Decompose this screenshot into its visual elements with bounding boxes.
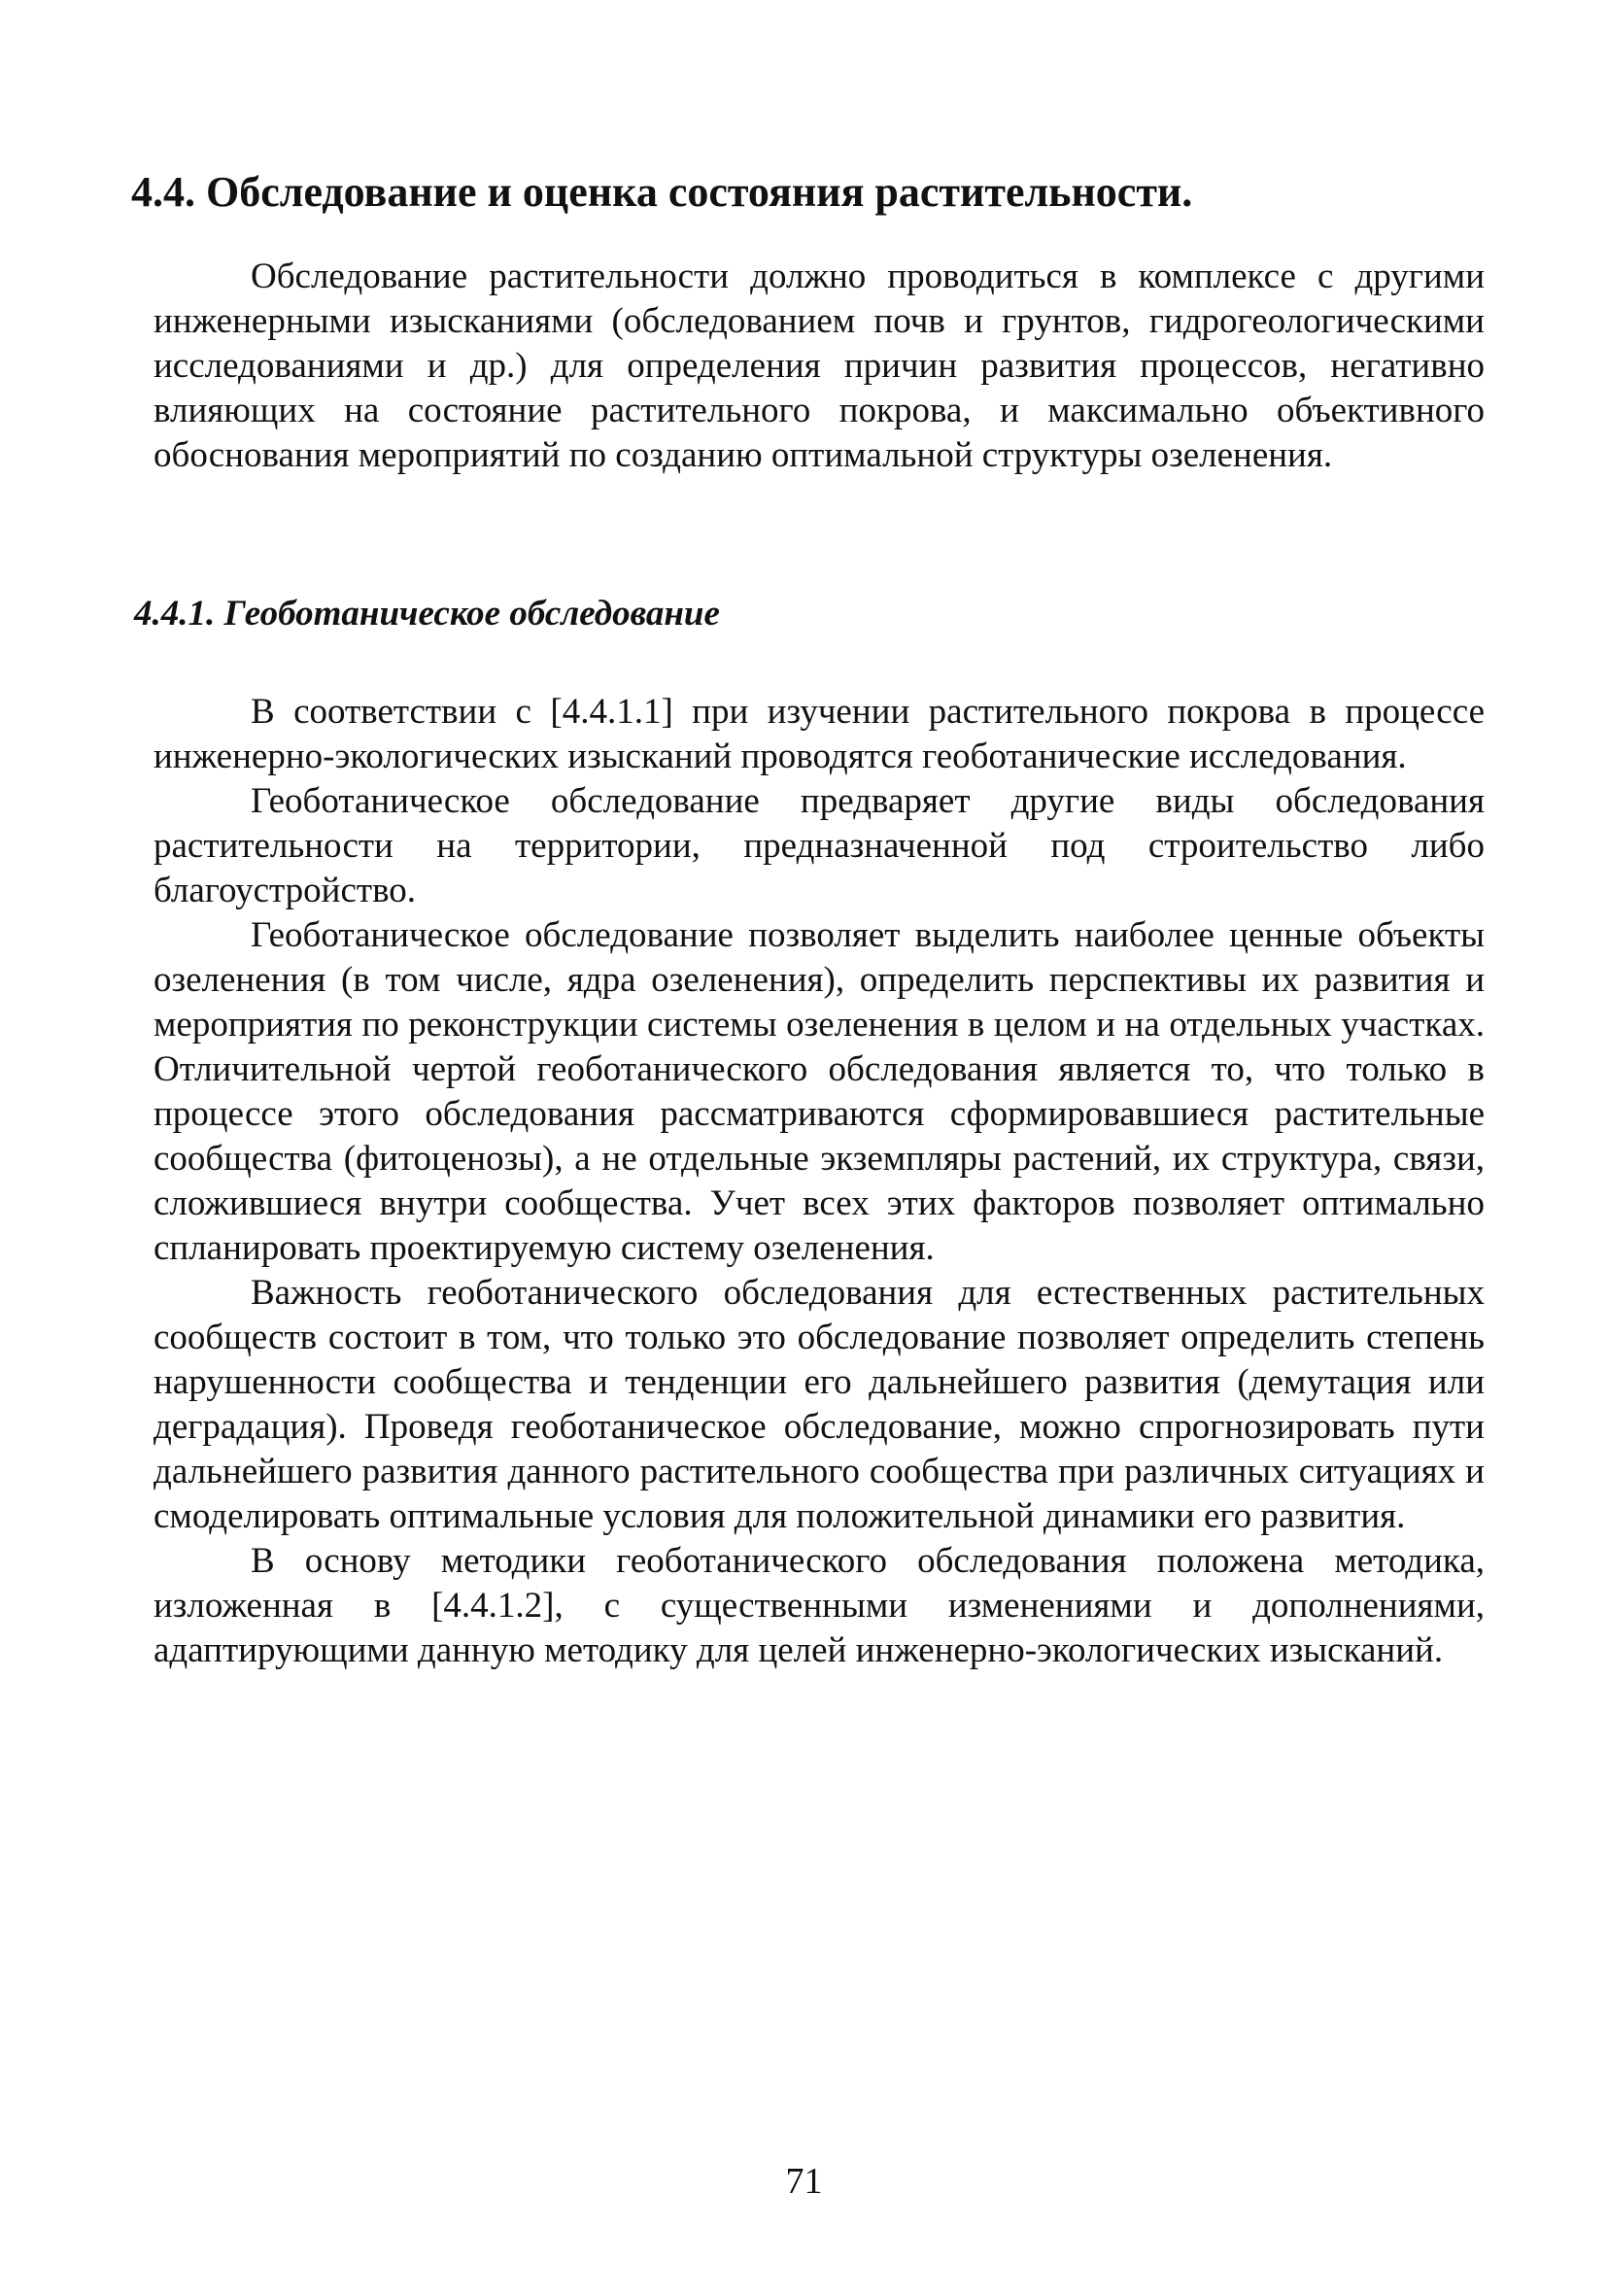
- intro-block: [154, 255, 1485, 478]
- paragraph: Важность геоботанического обследования для естественных растительных сообществ состоит в том, что только это обследование позволяет определить степень нарушенности сообщества и тенденции его дальнейшего развития (демутация или деградация). Проведя геоботаническое обследование, можно спрогнозировать пути дальнейшего развития данного растительного сообщества при различных ситуациях и смоделировать оптимальные условия для положительной динамики его развития.: [154, 1273, 1485, 1536]
- paragraph: Геоботаническое обследование предваряет другие виды обследования растительности на территории, предназначенной под строительство либо благоустройство.: [154, 781, 1485, 910]
- body-text: [154, 690, 1485, 1673]
- page-number: 71: [785, 2161, 823, 2202]
- intro-paragraph: Обследование растительности должно проводиться в комплексе с другими инженерными изысканиями (обследованием почв и грунтов, гидрогеологическими исследованиями и др.) для определения причин развития процессов, негативно влияющих на состояние растительного покрова, и максимально объективного обоснования мероприятий по созданию оптимальной структуры озеленения.: [154, 257, 1485, 475]
- paragraph: Геоботаническое обследование позволяет выделить наиболее ценные объекты озеленения (в том числе, ядра озеленения), определить перспективы их развития и мероприятия по реконструкции системы озеленения в целом и на отдельных участках. Отличительной чертой геоботанического обследования является то, что только в процессе этого обследования рассматриваются сформировавшиеся растительные сообщества (фитоценозы), а не отдельные экземпляры растений, их структура, связи, сложившиеся внутри сообщества. Учет всех этих факторов позволяет оптимально спланировать проектируемую систему озеленения.: [154, 915, 1485, 1268]
- paragraph: В основу методики геоботанического обследования положена методика, изложенная в [4.4.1.2], с существенными изменениями и дополнениями, адаптирующими данную методику для целей инженерно-экологических изысканий.: [154, 1541, 1485, 1670]
- subsection-title: 4.4.1. Геоботаническое обследование: [134, 594, 720, 634]
- paragraph: В соответствии с [4.4.1.1] при изучении растительного покрова в процессе инженерно-экологических изысканий проводятся геоботанические исследования.: [154, 692, 1485, 776]
- section-title: 4.4. Обследование и оценка состояния растительности.: [131, 168, 1193, 216]
